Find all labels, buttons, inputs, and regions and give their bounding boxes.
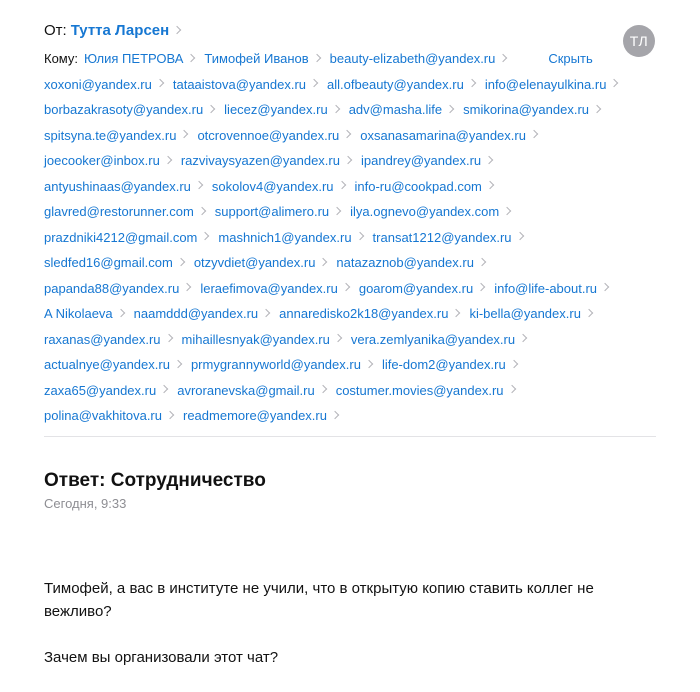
- chevron-right-icon[interactable]: [187, 54, 195, 62]
- recipient-address[interactable]: Тимофей Иванов: [204, 51, 309, 67]
- recipient-address[interactable]: costumer.movies@yandex.ru: [335, 382, 504, 398]
- chevron-right-icon[interactable]: [509, 360, 517, 368]
- chevron-right-icon[interactable]: [499, 54, 507, 62]
- chevron-right-icon[interactable]: [468, 79, 476, 87]
- chevron-right-icon[interactable]: [183, 283, 191, 291]
- chevron-right-icon[interactable]: [166, 411, 174, 419]
- recipient-address[interactable]: beauty-elizabeth@yandex.ru: [329, 51, 496, 67]
- recipient-address[interactable]: ilya.ognevo@yandex.com: [350, 204, 500, 220]
- recipient-line: [44, 148, 644, 174]
- chevron-right-icon[interactable]: [164, 156, 172, 164]
- chevron-right-icon[interactable]: [174, 360, 182, 368]
- recipient-line: [44, 250, 644, 276]
- chevron-right-icon[interactable]: [333, 207, 341, 215]
- to-label: Кому:: [44, 51, 78, 67]
- recipient-address[interactable]: Юлия ПЕТРОВА: [84, 51, 184, 67]
- recipient-address[interactable]: joecooker@inbox.ru: [44, 153, 160, 169]
- recipient-line: [44, 174, 644, 200]
- recipient-address[interactable]: adv@masha.life: [348, 102, 443, 118]
- recipient-line: [44, 378, 644, 404]
- chevron-right-icon[interactable]: [343, 130, 351, 138]
- recipient-line: [44, 123, 644, 149]
- body-paragraph: Тимофей, а вас в институте не учили, что в открытую копию ставить коллег не вежливо?: [44, 580, 594, 620]
- recipient-address[interactable]: transat1212@yandex.ru: [372, 229, 512, 245]
- chevron-right-icon[interactable]: [365, 360, 373, 368]
- recipient-address[interactable]: mashnich1@yandex.ru: [218, 229, 352, 245]
- chevron-right-icon[interactable]: [515, 232, 523, 240]
- recipient-address[interactable]: sokolov4@yandex.ru: [211, 178, 334, 194]
- recipient-address[interactable]: leraefimova@yandex.ru: [200, 280, 338, 296]
- chevron-right-icon[interactable]: [337, 181, 345, 189]
- chevron-right-icon[interactable]: [507, 385, 515, 393]
- recipient-address[interactable]: ipandrey@yandex.ru: [360, 153, 482, 169]
- recipient-address[interactable]: A Nikolaeva: [44, 306, 113, 322]
- recipient-address[interactable]: info@life-about.ru: [494, 280, 598, 296]
- message-body: [44, 577, 644, 692]
- recipient-address[interactable]: support@alimero.ru: [214, 204, 330, 220]
- recipient-line: [44, 72, 644, 98]
- chevron-right-icon[interactable]: [585, 309, 593, 317]
- chevron-right-icon[interactable]: [318, 385, 326, 393]
- recipient-address[interactable]: otzyvdiet@yandex.ru: [193, 255, 316, 271]
- recipient-line: [44, 301, 644, 327]
- chevron-right-icon[interactable]: [485, 156, 493, 164]
- recipient-address[interactable]: info-ru@cookpad.com: [354, 178, 482, 194]
- chevron-right-icon[interactable]: [519, 334, 527, 342]
- recipient-address[interactable]: liecez@yandex.ru: [224, 102, 328, 118]
- recipient-address[interactable]: prmygrannyworld@yandex.ru: [190, 357, 361, 373]
- header-divider: [44, 436, 656, 437]
- recipient-address[interactable]: polina@vakhitova.ru: [44, 408, 162, 424]
- recipient-address[interactable]: spitsyna.te@yandex.ru: [44, 127, 177, 143]
- message-subject: Ответ: Сотрудничество: [44, 470, 266, 491]
- recipient-address[interactable]: raxanas@yandex.ru: [44, 331, 161, 347]
- recipient-address[interactable]: smikorina@yandex.ru: [463, 102, 590, 118]
- chevron-right-icon[interactable]: [201, 232, 209, 240]
- recipient-address[interactable]: zaxa65@yandex.ru: [44, 382, 157, 398]
- recipient-address[interactable]: ki-bella@yandex.ru: [469, 306, 581, 322]
- recipient-address[interactable]: natazaznob@yandex.ru: [336, 255, 474, 271]
- chevron-right-icon[interactable]: [173, 26, 181, 34]
- recipient-line: [44, 97, 644, 123]
- recipient-address[interactable]: annaredisko2k18@yandex.ru: [279, 306, 449, 322]
- recipient-address[interactable]: tataaistova@yandex.ru: [172, 76, 307, 92]
- recipient-address[interactable]: naamddd@yandex.ru: [133, 306, 259, 322]
- message-date: Сегодня, 9:33: [44, 496, 127, 511]
- chevron-right-icon[interactable]: [177, 258, 185, 266]
- recipient-address[interactable]: xoxoni@yandex.ru: [44, 76, 152, 92]
- recipient-line: [44, 403, 644, 429]
- message-header: [44, 20, 654, 42]
- chevron-right-icon[interactable]: [116, 309, 124, 317]
- recipient-address[interactable]: info@elenayulkina.ru: [484, 76, 607, 92]
- recipient-line: [44, 352, 644, 378]
- chevron-right-icon[interactable]: [593, 105, 601, 113]
- recipient-address[interactable]: goarom@yandex.ru: [358, 280, 474, 296]
- chevron-right-icon[interactable]: [180, 130, 188, 138]
- chevron-right-icon[interactable]: [164, 334, 172, 342]
- chevron-right-icon[interactable]: [160, 385, 168, 393]
- chevron-right-icon[interactable]: [156, 79, 164, 87]
- recipient-line: [44, 276, 644, 302]
- chevron-right-icon[interactable]: [207, 105, 215, 113]
- recipients-list: [44, 46, 644, 429]
- recipient-address[interactable]: all.ofbeauty@yandex.ru: [327, 76, 464, 92]
- recipient-address[interactable]: razvivaysyazen@yandex.ru: [180, 153, 340, 169]
- chevron-right-icon[interactable]: [331, 411, 339, 419]
- chevron-right-icon[interactable]: [503, 207, 511, 215]
- chevron-right-icon[interactable]: [486, 181, 494, 189]
- recipient-line: [44, 327, 644, 353]
- recipient-address[interactable]: vera.zemlyanika@yandex.ru: [350, 331, 516, 347]
- chevron-right-icon[interactable]: [334, 334, 342, 342]
- chevron-right-icon[interactable]: [319, 258, 327, 266]
- recipient-address[interactable]: life-dom2@yandex.ru: [381, 357, 506, 373]
- chevron-right-icon[interactable]: [601, 283, 609, 291]
- recipient-address[interactable]: prazdniki4212@gmail.com: [44, 229, 198, 245]
- recipient-address[interactable]: antyushinaas@yandex.ru: [44, 178, 191, 194]
- chevron-right-icon[interactable]: [452, 309, 460, 317]
- chevron-right-icon[interactable]: [478, 258, 486, 266]
- recipient-address[interactable]: oxsanasamarina@yandex.ru: [360, 127, 526, 143]
- chevron-right-icon[interactable]: [195, 181, 203, 189]
- from-row: [44, 20, 654, 42]
- hide-recipients-link[interactable]: Скрыть: [548, 51, 593, 67]
- chevron-right-icon[interactable]: [355, 232, 363, 240]
- sender-name[interactable]: Тутта Ларсен: [70, 22, 170, 39]
- recipient-address[interactable]: actualnye@yandex.ru: [44, 357, 170, 373]
- recipient-line: [44, 46, 644, 72]
- chevron-right-icon[interactable]: [198, 207, 206, 215]
- recipient-address[interactable]: sledfed16@gmail.com: [44, 255, 173, 271]
- recipient-address[interactable]: avroranevska@gmail.ru: [177, 382, 315, 398]
- chevron-right-icon[interactable]: [530, 130, 538, 138]
- chevron-right-icon[interactable]: [331, 105, 339, 113]
- chevron-right-icon[interactable]: [310, 79, 318, 87]
- sender-avatar[interactable]: ТЛ: [623, 25, 655, 57]
- recipient-line: [44, 199, 644, 225]
- recipient-address[interactable]: mihaillesnyak@yandex.ru: [181, 331, 330, 347]
- chevron-right-icon[interactable]: [344, 156, 352, 164]
- chevron-right-icon[interactable]: [312, 54, 320, 62]
- chevron-right-icon[interactable]: [610, 79, 618, 87]
- chevron-right-icon[interactable]: [477, 283, 485, 291]
- recipient-address[interactable]: borbazakrasoty@yandex.ru: [44, 102, 204, 118]
- from-label: От:: [44, 22, 67, 39]
- recipient-line: [44, 225, 644, 251]
- body-paragraph: Зачем вы организовали этот чат?: [44, 649, 279, 666]
- recipient-address[interactable]: papanda88@yandex.ru: [44, 280, 180, 296]
- chevron-right-icon[interactable]: [342, 283, 350, 291]
- recipient-address[interactable]: otcrovennoe@yandex.ru: [197, 127, 340, 143]
- chevron-right-icon[interactable]: [446, 105, 454, 113]
- recipient-address[interactable]: readmemore@yandex.ru: [182, 408, 327, 424]
- chevron-right-icon[interactable]: [262, 309, 270, 317]
- recipient-address[interactable]: glavred@restorunner.com: [44, 204, 194, 220]
